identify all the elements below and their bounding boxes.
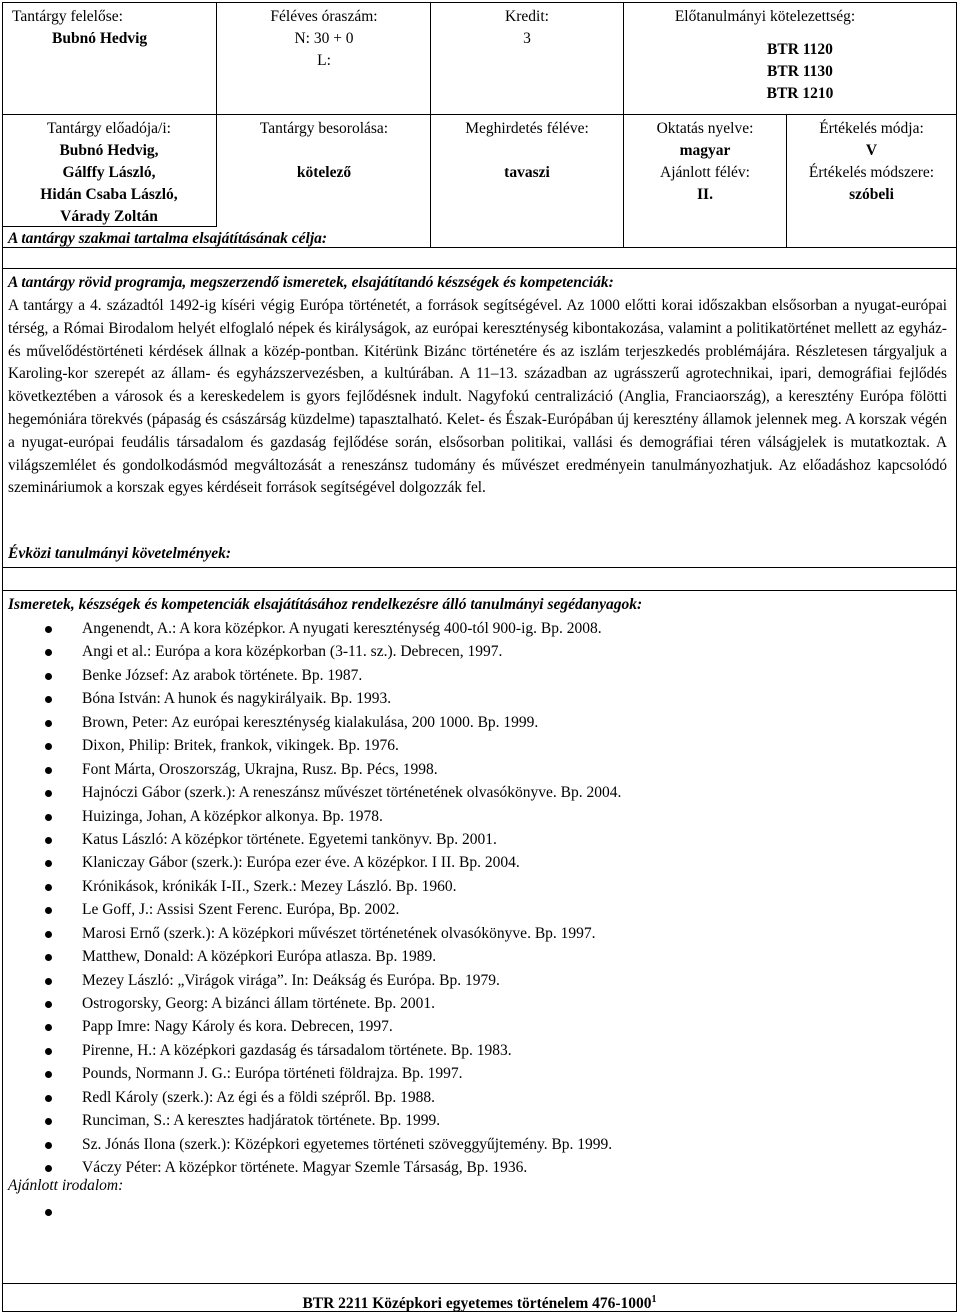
book-list xyxy=(8,617,938,1180)
language-cell xyxy=(624,118,786,206)
semester-value: II. xyxy=(697,186,713,203)
responsible-cell xyxy=(4,6,214,50)
list-item: Runciman, S.: A keresztes hadjáratok története. Bp. 1999. xyxy=(8,1109,938,1132)
credit-label: Kredit: xyxy=(505,8,549,25)
materials-heading: Ismeretek, készségek és kompetenciák elsajátításához rendelkezésre álló tanulmányi segédanyagok: xyxy=(8,596,643,613)
classification-label: Tantárgy besorolása: xyxy=(259,120,389,137)
empty-list-bullet xyxy=(45,1209,52,1216)
h-after-requirements xyxy=(2,567,957,568)
credit-cell xyxy=(431,6,623,50)
responsible-name: Bubnó Hedvig xyxy=(52,30,148,47)
list-item: Font Márta, Oroszország, Ukrajna, Rusz. Bp. Pécs, 1998. xyxy=(8,758,938,781)
eval-cell xyxy=(787,118,956,206)
list-item: Krónikások, krónikák I-II., Szerk.: Mezey László. Bp. 1960. xyxy=(8,875,938,898)
list-item: Marosi Ernő (szerk.): A középkori művészet történetének olvasókönyve. Bp. 1997. xyxy=(8,922,938,945)
border-right xyxy=(956,2,957,1312)
h-empty-row xyxy=(2,268,957,269)
program-heading: A tantárgy rövid programja, megszerzendő ismeretek, elsajátítandó készségek és kompetenciák: xyxy=(8,274,614,291)
prereq-label: Előtanulmányi kötelezettség: xyxy=(674,8,856,25)
list-item: Bóna István: A hunok és nagykirályaik. Bp. 1993. xyxy=(8,687,938,710)
list-item: Váczy Péter: A középkor története. Magyar Szemle Társaság, Bp. 1936. xyxy=(8,1156,938,1179)
border-left xyxy=(2,2,3,1312)
list-item: Katus László: A középkor története. Egyetemi tankönyv. Bp. 2001. xyxy=(8,828,938,851)
list-item: Le Goff, J.: Assisi Szent Ferenc. Európa, Bp. 2002. xyxy=(8,898,938,921)
list-item: Sz. Jónás Ilona (szerk.): Középkori egyetemes történeti szöveggyűjtemény. Bp. 1999. xyxy=(8,1133,938,1156)
list-item: Klaniczay Gábor (szerk.): Európa ezer éve. A középkor. I II. Bp. 2004. xyxy=(8,851,938,874)
list-item: Benke József: Az arabok története. Bp. 1987. xyxy=(8,664,938,687)
h-row1-bottom xyxy=(2,114,957,115)
hours-l: L: xyxy=(317,52,331,69)
announce-label: Meghirdetés féléve: xyxy=(465,120,589,137)
h-before-footer xyxy=(2,1283,957,1284)
prereq-item: BTR 1210 xyxy=(766,85,834,102)
footer-title-text: BTR 2211 Középkori egyetemes történelem 476-1000 xyxy=(302,1295,652,1313)
eval-method-value: szóbeli xyxy=(849,186,894,203)
list-item: Angi et al.: Európa a kora középkorban (3-11. sz.). Debrecen, 1997. xyxy=(8,640,938,663)
credit-value: 3 xyxy=(523,30,531,47)
lecturer-name: Hidán Csaba László, xyxy=(40,186,178,203)
list-item: Huizinga, Johan, A középkor alkonya. Bp. 1978. xyxy=(8,805,938,828)
list-item: Hajnóczi Gábor (szerk.): A reneszánsz művészet történetének olvasókönyve. Bp. 2004. xyxy=(8,781,938,804)
list-item: Pirenne, H.: A középkori gazdaság és társadalom története. Bp. 1983. xyxy=(8,1039,938,1062)
recommended-heading: Ajánlott irodalom: xyxy=(8,1177,124,1194)
prereq-cell xyxy=(624,6,956,105)
semester-label: Ajánlott félév: xyxy=(660,164,750,181)
hours-n: N: 30 + 0 xyxy=(294,30,354,47)
list-item: Mezey László: „Virágok virága”. In: Deákság és Európa. Bp. 1979. xyxy=(8,969,938,992)
list-item: Ostrogorsky, Georg: A bizánci állam története. Bp. 2001. xyxy=(8,992,938,1015)
list-item: Dixon, Philip: Britek, frankok, vikingek. Bp. 1976. xyxy=(8,734,938,757)
eval-label: Értékelés módja: xyxy=(819,120,924,137)
prereq-item: BTR 1130 xyxy=(767,63,833,80)
list-item: Angenendt, A.: A kora középkor. A nyugati kereszténység 400-tól 900-ig. Bp. 2008. xyxy=(8,617,938,640)
eval-method-label: Értékelés módszere: xyxy=(808,164,935,181)
goal-heading: A tantárgy szakmai tartalma elsajátításának célja: xyxy=(8,230,328,247)
list-item: Papp Imre: Nagy Károly és kora. Debrecen, 1997. xyxy=(8,1015,938,1038)
prereq-item: BTR 1120 xyxy=(767,41,833,58)
footer-title xyxy=(2,1290,957,1314)
lecturer-name: Bubnó Hedvig, xyxy=(59,142,159,159)
language-label: Oktatás nyelve: xyxy=(656,120,754,137)
lecturers-cell xyxy=(4,118,214,228)
requirements-heading: Évközi tanulmányi követelmények: xyxy=(8,545,232,562)
h-before-materials xyxy=(2,590,957,591)
hours-cell xyxy=(218,6,430,72)
list-item: Pounds, Normann J. G.: Európa történeti földrajza. Bp. 1997. xyxy=(8,1062,938,1085)
lecturer-name: Várady Zoltán xyxy=(60,208,158,225)
footer-superscript: 1 xyxy=(651,1294,657,1305)
classification-cell xyxy=(218,118,430,184)
announce-cell xyxy=(431,118,623,184)
list-item: Matthew, Donald: A középkori Európa atlasza. Bp. 1989. xyxy=(8,945,938,968)
lecturer-name: Gálffy László, xyxy=(62,164,156,181)
lecturers-label: Tantárgy előadója/i: xyxy=(47,120,171,137)
hours-label: Féléves óraszám: xyxy=(270,8,378,25)
language-value: magyar xyxy=(679,142,731,159)
program-text: A tantárgy a 4. századtól 1492-ig kíséri végig Európa történetét, a források segítségével. Az 1000 előtti korai időszakban elsősorban a nyugat-európai térség, a Római Birodalom helyét elfoglaló népek és királyságok, az európai kereszténység kibontakozása, valamint a politikatörténet mellett az egyház- és művelődéstörténeti kérdések állnak a közép-pontban. Kitérünk Bizánc történetére és az iszlám terjeszkedés problémájára. Részletesen tárgyaljuk a Karoling-kor szerepét az állam- és egyházszervezésben, a kultúrában. A 11–13. században az ugrásszerű agrotechnikai, ipari, demográfiai fejlődés következtében a városok és a kereskedelem is gyors fejlődésnek indult. Nagyfokú centralizáció (Anglia, Franciaország), a keresztény Európa fölötti hegemóniára törekvés (pápaság és császárság küzdelme) tapasztalható. Kelet- és Észak-Európában új keresztény államok jelennek meg. A korszak végén a nyugat-európai feudális társadalom és gazdaság fejlődése során, elsősorban politikai, vallási és demográfiai téren válságjelek is mutatkoztak. A világszemlélet és gondolkodásmód megváltozását a reneszánsz tudomány és művészet eredményein tanulmányozhatjuk. Az előadáshoz kapcsolódó szemináriumok a korszak egyes kérdéseit források segítségével dolgozzák fel. xyxy=(8,297,947,497)
eval-value: V xyxy=(865,142,878,159)
list-item: Brown, Peter: Az európai kereszténység kialakulása, 200 1000. Bp. 1999. xyxy=(8,711,938,734)
announce-value: tavaszi xyxy=(504,164,550,181)
border-top xyxy=(2,2,957,3)
list-item: Redl Károly (szerk.): Az égi és a földi szépről. Bp. 1988. xyxy=(8,1086,938,1109)
responsible-label: Tantárgy felelőse: xyxy=(12,8,123,25)
classification-value: kötelező xyxy=(296,164,352,181)
